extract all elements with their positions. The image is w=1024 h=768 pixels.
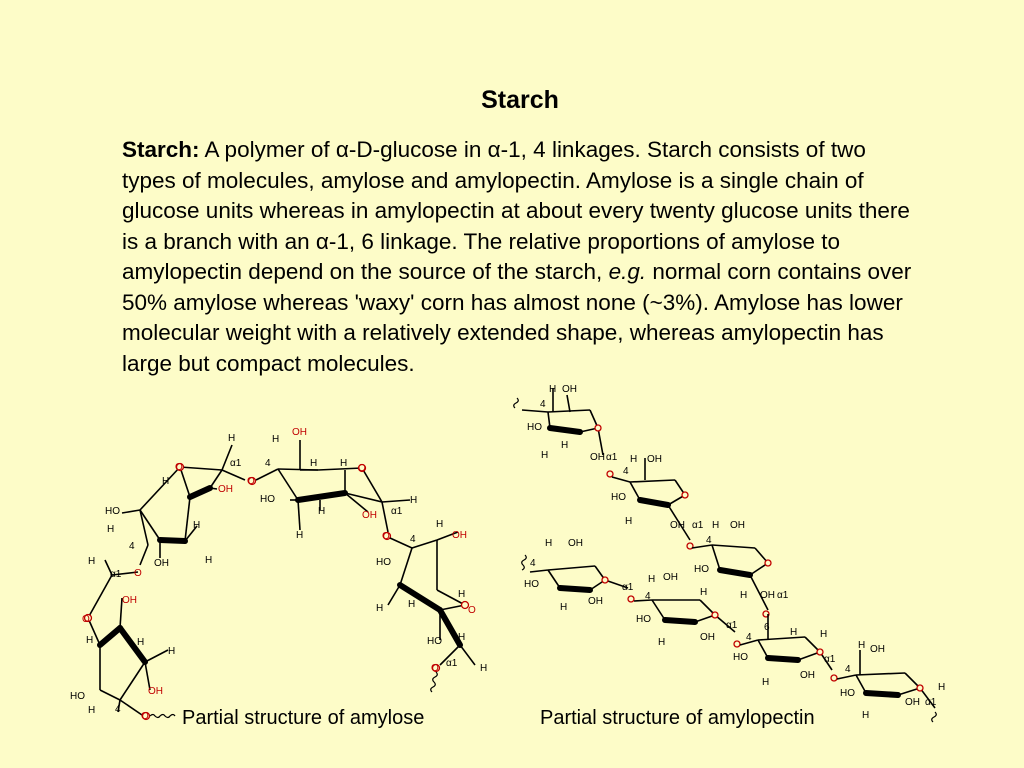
svg-text:H: H: [480, 663, 488, 674]
svg-text:H: H: [168, 646, 176, 657]
svg-text:OH: OH: [292, 427, 307, 438]
svg-text:OH: OH: [562, 384, 577, 395]
svg-text:HO: HO: [105, 506, 120, 517]
svg-text:H: H: [296, 530, 304, 541]
svg-text:OH: OH: [663, 572, 678, 583]
svg-text:H: H: [740, 590, 748, 601]
svg-text:α1: α1: [446, 658, 458, 669]
svg-text:H: H: [700, 587, 708, 598]
svg-text:OH: OH: [647, 454, 662, 465]
svg-text:H: H: [340, 458, 348, 469]
svg-text:α1: α1: [692, 520, 704, 531]
svg-text:HO: HO: [733, 652, 748, 663]
svg-text:4: 4: [845, 664, 851, 675]
starch-term: Starch:: [122, 137, 200, 162]
svg-text:H: H: [762, 677, 770, 688]
svg-text:H: H: [712, 520, 720, 531]
svg-text:O: O: [358, 463, 366, 474]
svg-text:H: H: [272, 434, 280, 445]
svg-text:H: H: [549, 384, 557, 395]
svg-text:4: 4: [115, 704, 121, 715]
svg-text:α1: α1: [230, 458, 242, 469]
svg-text:HO: HO: [636, 614, 651, 625]
svg-text:OH: OH: [148, 686, 163, 697]
svg-text:OH: OH: [590, 452, 605, 463]
svg-text:H: H: [658, 637, 666, 648]
svg-text:H: H: [193, 520, 201, 531]
svg-text:α1: α1: [110, 569, 122, 580]
svg-text:OH: OH: [760, 590, 775, 601]
svg-text:α1: α1: [777, 590, 789, 601]
svg-text:OH: OH: [568, 538, 583, 549]
svg-text:α1: α1: [622, 582, 634, 593]
svg-text:O: O: [82, 614, 90, 625]
svg-text:OH: OH: [362, 510, 377, 521]
svg-text:H: H: [376, 603, 384, 614]
svg-text:α1: α1: [391, 506, 403, 517]
svg-text:4: 4: [410, 534, 416, 545]
svg-text:H: H: [625, 516, 633, 527]
svg-text:HO: HO: [840, 688, 855, 699]
svg-text:H: H: [790, 627, 798, 638]
svg-text:4: 4: [129, 541, 135, 552]
amylose-residue-2: [260, 427, 417, 541]
svg-text:H: H: [88, 705, 96, 716]
svg-text:OH: OH: [154, 558, 169, 569]
svg-text:6: 6: [764, 622, 770, 633]
svg-text:HO: HO: [260, 494, 275, 505]
svg-text:OH: OH: [870, 644, 885, 655]
svg-text:H: H: [561, 440, 569, 451]
svg-text:H: H: [858, 640, 866, 651]
svg-text:O: O: [431, 663, 439, 674]
svg-text:O: O: [141, 711, 149, 722]
svg-text:4: 4: [265, 458, 271, 469]
svg-text:H: H: [458, 632, 466, 643]
svg-text:H: H: [228, 433, 236, 444]
svg-text:OH: OH: [670, 520, 685, 531]
svg-text:OH: OH: [452, 530, 467, 541]
svg-text:H: H: [408, 599, 416, 610]
svg-text:H: H: [648, 574, 656, 585]
svg-text:H: H: [560, 602, 568, 613]
svg-text:H: H: [162, 476, 170, 487]
svg-text:H: H: [630, 454, 638, 465]
svg-text:H: H: [310, 458, 318, 469]
slide-title: Starch: [481, 86, 559, 114]
svg-text:4: 4: [623, 466, 629, 477]
svg-text:H: H: [137, 637, 145, 648]
amylose-caption: Partial structure of amylose: [182, 707, 425, 729]
eg-abbreviation: e.g.: [608, 259, 647, 284]
svg-text:α1: α1: [726, 620, 738, 631]
svg-text:HO: HO: [376, 557, 391, 568]
svg-text:α1: α1: [606, 452, 618, 463]
amylopectin-caption: Partial structure of amylopectin: [540, 707, 815, 729]
svg-text:H: H: [458, 589, 466, 600]
svg-text:HO: HO: [524, 579, 539, 590]
svg-text:H: H: [107, 524, 115, 535]
svg-text:OH: OH: [800, 670, 815, 681]
svg-text:H: H: [938, 682, 946, 693]
svg-text:α1: α1: [824, 654, 836, 665]
svg-text:H: H: [436, 519, 444, 530]
svg-text:OH: OH: [588, 596, 603, 607]
svg-text:HO: HO: [611, 492, 626, 503]
svg-text:α1: α1: [925, 697, 937, 708]
amylose-residue-4: [70, 556, 175, 716]
svg-text:HO: HO: [527, 422, 542, 433]
svg-text:4: 4: [530, 558, 536, 569]
svg-text:H: H: [545, 538, 553, 549]
svg-text:HO: HO: [427, 636, 442, 647]
svg-text:OH: OH: [218, 484, 233, 495]
amylose-residue-3: [376, 519, 487, 674]
svg-text:OH: OH: [730, 520, 745, 531]
svg-text:O: O: [247, 476, 255, 487]
svg-text:HO: HO: [70, 691, 85, 702]
description-part-2: normal corn contains over 50% amylose whereas 'waxy' corn has almost none (~3%). Amylose has lower molecular weight with a relatively extended shape, whereas amylopectin has large but compact molecules.: [122, 259, 912, 376]
svg-text:OH: OH: [905, 697, 920, 708]
svg-text:O: O: [382, 531, 390, 542]
svg-text:H: H: [541, 450, 549, 461]
svg-text:H: H: [318, 506, 326, 517]
svg-text:4: 4: [540, 399, 546, 410]
svg-text:H: H: [205, 555, 213, 566]
svg-text:4: 4: [645, 591, 651, 602]
svg-text:4: 4: [746, 632, 752, 643]
svg-text:O: O: [134, 568, 142, 579]
svg-text:O: O: [468, 605, 476, 616]
svg-text:OH: OH: [700, 632, 715, 643]
svg-text:H: H: [820, 629, 828, 640]
description-part-1: A polymer of α-D-glucose in α-1, 4 linkages. Starch consists of two types of molecules, amylose and amylopectin. Amylose is a single chain of glucose units whereas in amylopectin at about every twenty glucose units there is a branch with an α-1, 6 linkage. The relative proportions of amylose to amylopectin depend on the source of the starch,: [122, 137, 910, 284]
svg-text:H: H: [86, 635, 94, 646]
svg-text:H: H: [862, 710, 870, 721]
svg-text:4: 4: [706, 535, 712, 546]
svg-text:OH: OH: [122, 595, 137, 606]
amylose-residue-1: [105, 433, 245, 569]
svg-text:O: O: [175, 462, 183, 473]
svg-text:H: H: [88, 556, 96, 567]
svg-text:H: H: [410, 495, 418, 506]
svg-text:HO: HO: [694, 564, 709, 575]
